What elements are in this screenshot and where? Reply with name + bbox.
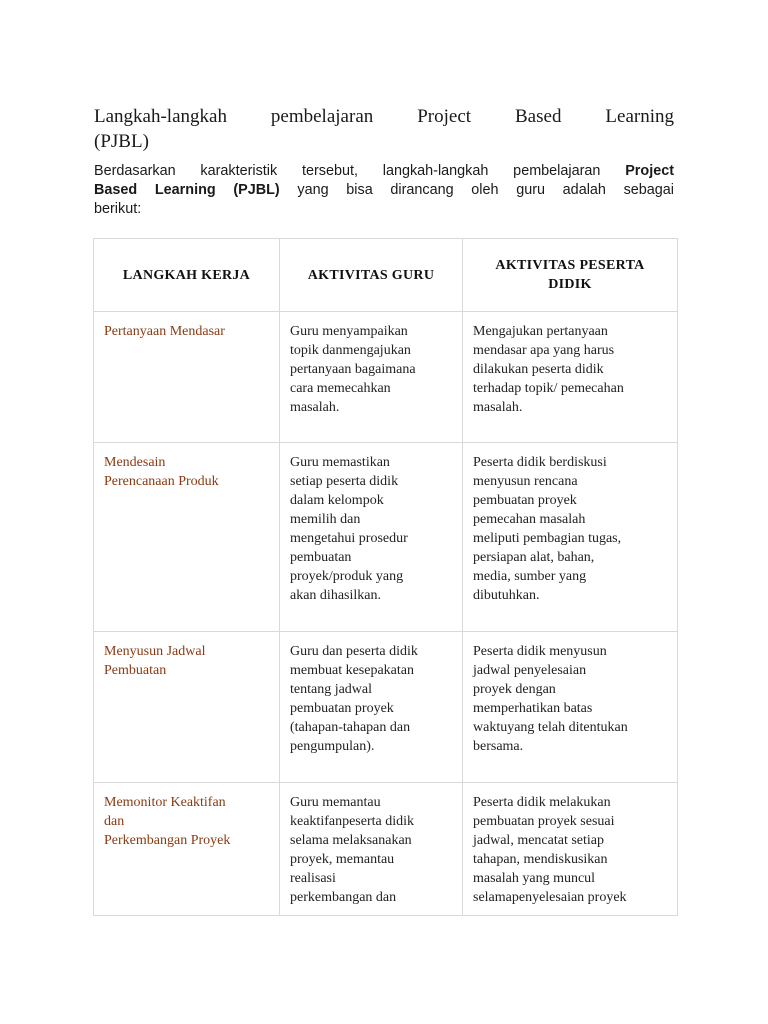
intro-line-1 [94,162,674,181]
siswa-cell: Peserta didik melakukan pembuatan proyek sesuai jadwal, mencatat setiap tahapan, mendiskusikan masalah yang muncul selamapenyelesaian proyek [463,783,678,916]
table-row [94,783,678,916]
guru-cell: Guru memantau keaktifanpeserta didik selama melaksanakan proyek, memantau realisasi perkembangan dan [280,783,463,916]
siswa-cell: Peserta didik menyusun jadwal penyelesaian proyek dengan memperhatikan batas waktuyang telah ditentukan bersama. [463,632,678,783]
step-cell: Mendesain Perencanaan Produk [94,443,280,632]
step-cell: Pertanyaan Mendasar [94,312,280,443]
guru-cell: Guru menyampaikan topik danmengajukan pertanyaan bagaimana cara memecahkan masalah. [280,312,463,443]
table-row [94,312,678,443]
intro-line-3: berikut: [94,201,142,217]
intro-bold-project: Project [625,163,674,179]
step-cell: Menyusun Jadwal Pembuatan [94,632,280,783]
intro-suffix: yang bisa dirancang oleh guru adalah sebagai [279,182,674,198]
header-aktivitas-peserta-didik: AKTIVITAS PESERTA DIDIK [463,239,678,312]
title-line-2: (PJBL) [94,131,149,152]
siswa-cell: Mengajukan pertanyaan mendasar apa yang harus dilakukan peserta didik terhadap topik/ pemecahan masalah. [463,312,678,443]
document-title [94,104,674,154]
step-cell: Memonitor Keaktifan dan Perkembangan Proyek [94,783,280,916]
guru-cell: Guru memastikan setiap peserta didik dalam kelompok memilih dan mengetahui prosedur pembuatan proyek/produk yang akan dihasilkan. [280,443,463,632]
pjbl-steps-table [93,238,678,916]
header-aktivitas-guru: AKTIVITAS GURU [280,239,463,312]
guru-cell: Guru dan peserta didik membuat kesepakatan tentang jadwal pembuatan proyek (tahapan-tahapan dan pengumpulan). [280,632,463,783]
intro-paragraph [94,162,674,219]
title-line-1: Langkah-langkah pembelajaran Project Based Learning [94,106,674,127]
table-row [94,632,678,783]
table-row [94,443,678,632]
siswa-cell: Peserta didik berdiskusi menyusun rencana pembuatan proyek pemecahan masalah meliputi pembagian tugas, persiapan alat, bahan, media, sumber yang dibutuhkan. [463,443,678,632]
intro-bold-pjbl: Based Learning (PJBL) [94,182,280,198]
header-langkah-kerja: LANGKAH KERJA [94,239,280,312]
table-header-row [94,239,678,312]
intro-prefix: Berdasarkan karakteristik tersebut, langkah-langkah pembelajaran [94,163,626,179]
intro-line-2 [94,181,674,200]
